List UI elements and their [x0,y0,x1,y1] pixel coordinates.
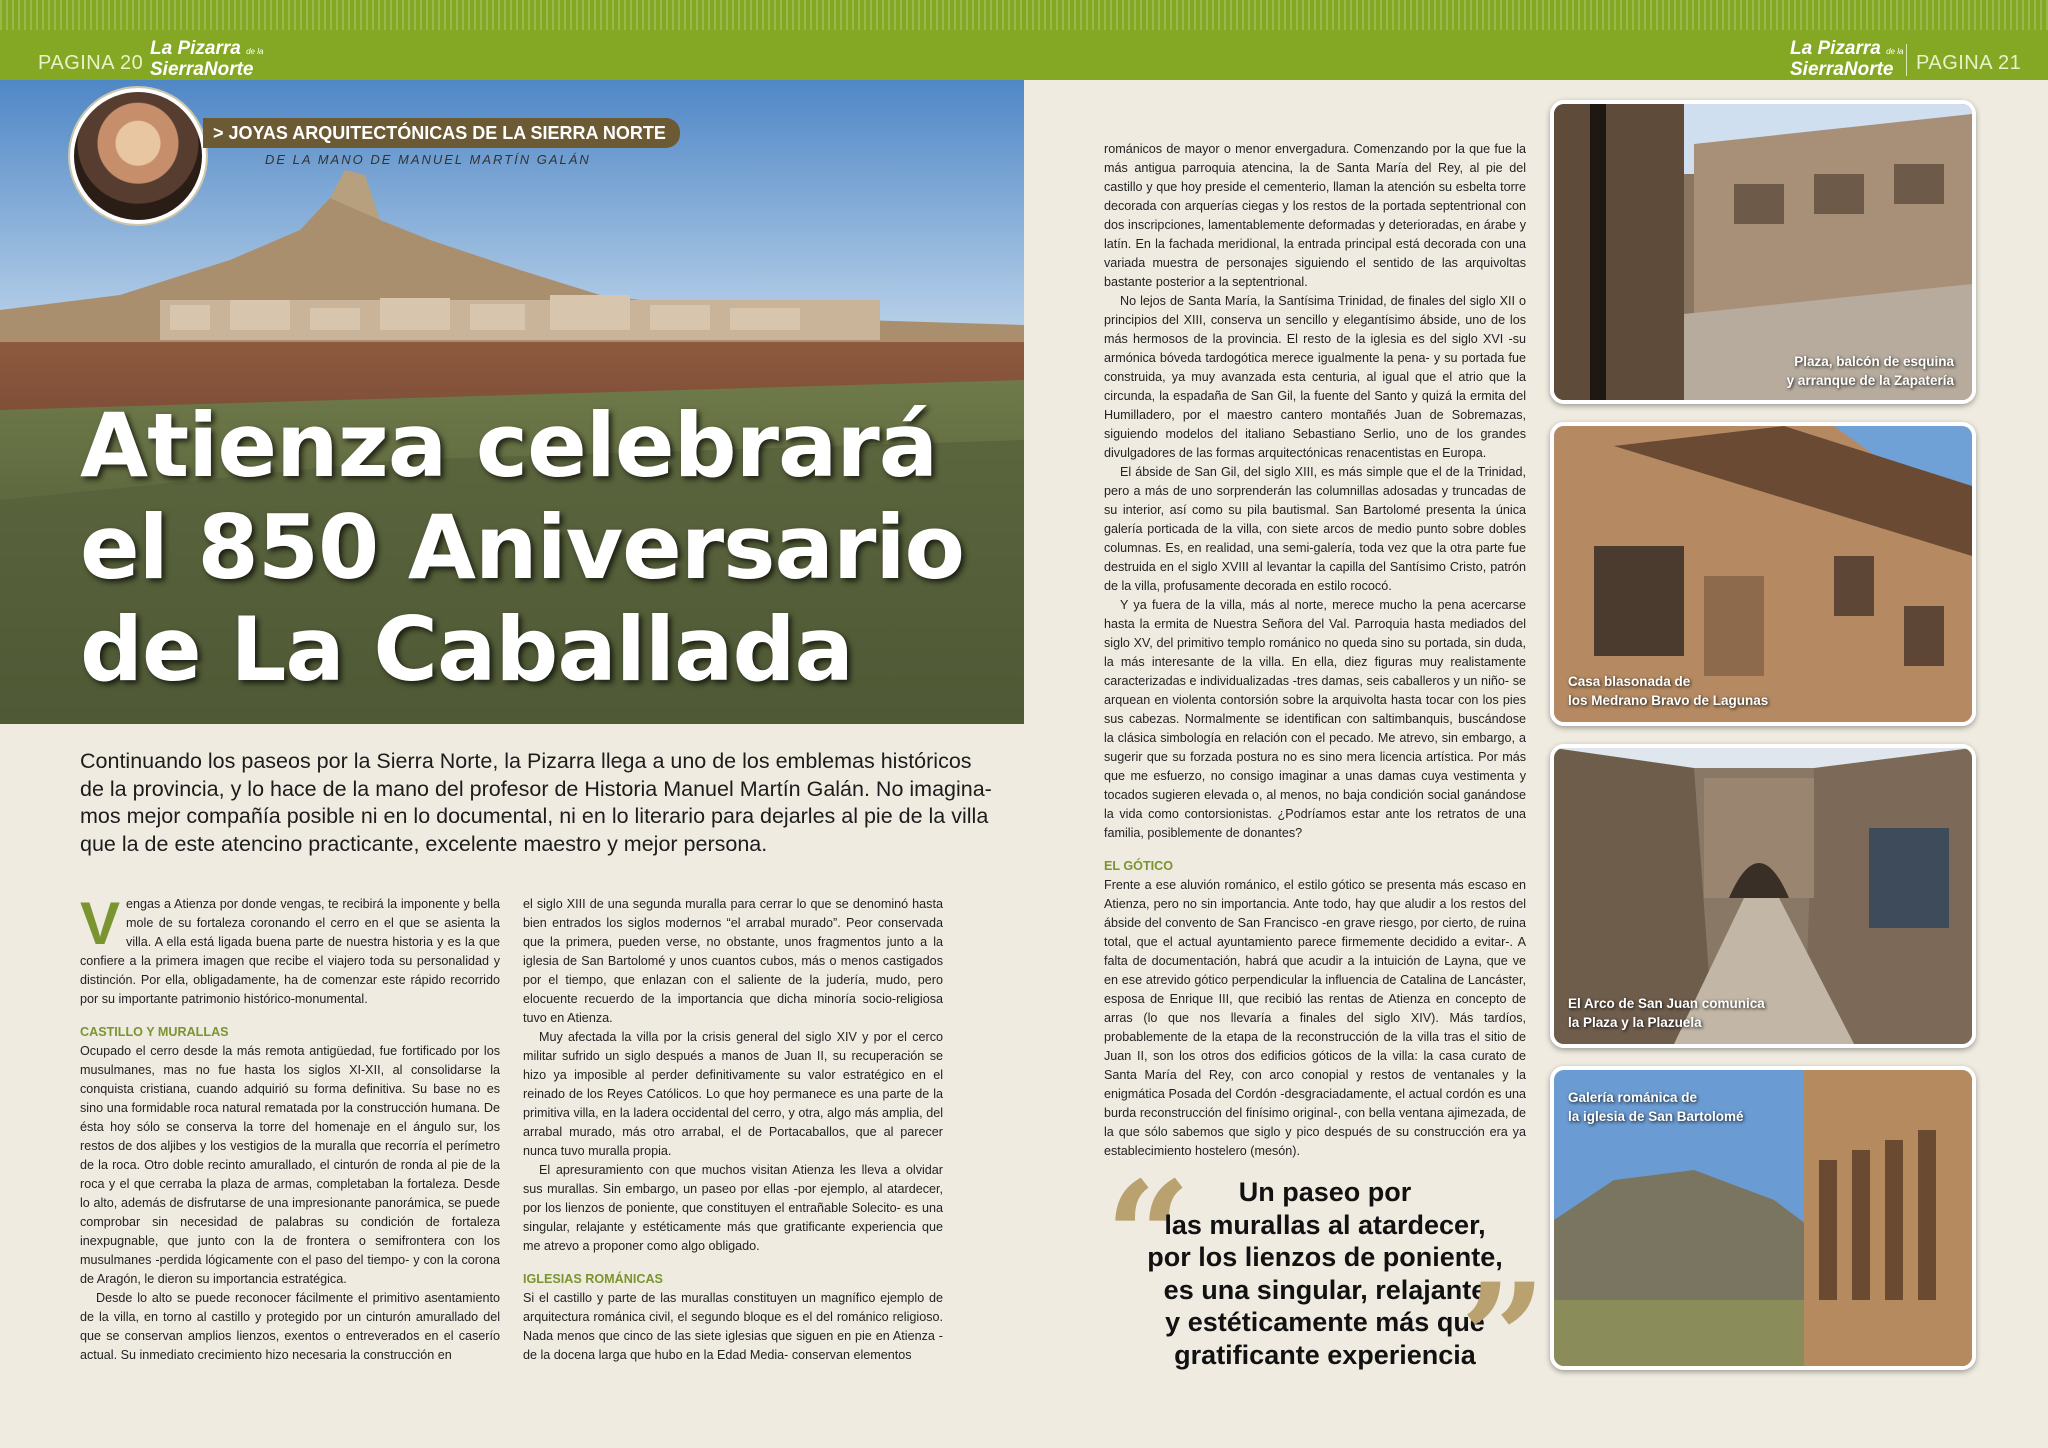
author-avatar [70,88,206,224]
caption-arco-san-juan: El Arco de San Juan comunica la Plaza y la Plazuela [1568,996,1765,1030]
lead-paragraph: Continuando los paseos por la Sierra Norte, la Pizarra llega a uno de los emblemas históricos de la provincia, y lo hace de la mano del profesor de Historia Manuel Martín Galán. No imagina- mos mejor compañía posible ni en lo documental, ni en lo literario para dejarles al pie de la villa que la de este atencino practicante, excelente maestro y mejor persona. [80,749,992,856]
photo-plaza [1550,100,1976,404]
article-column-3: románicos de mayor o menor envergadura. Comenzando por la que fue la más antigua parroquia atencina, la de Santa María del Rey, al pie del castillo y que hoy preside el cementerio, llaman la atención su esbelta torre decorada con arquerías ciegas y los restos de la portada septentrional con dos inscripciones, lamentablemente deformadas y deterioradas, en árabe y latín. En la fachada meridional, la entrada principal está decorada con una variada muestra de personajes siguiendo el sentido de las arquivoltas bastante posterior a la septentrional. No lejos de Santa María, la Santísima Trinidad, de finales del siglo XII o principios del XIII, conserva un sencillo y elegantísimo ábside, uno de los más hermosos de la provincia. El resto de la iglesia es del siglo XVI -su armónica bóveda tardogótica merece igualmente la pena- y su portada fue construida, ya muy avanzada esta centuria, al igual que el atrio que la circunda, la espadaña de San Gil, la fuente del Santo y quizá la ermita del Humilladero, por el maestro cantero montañés Juan de Sobremazas, siguiendo modelos del italiano Sebastiano Serlio, uno de los grandes divulgadores de las formas arquitectónicas renacentistas en Europa. El ábside de San Gil, del siglo XIII, es más simple que el de la Trinidad, pero a más de uno sorprenderán las columnillas adosadas y truncadas de su interior, así como su pila bautismal. San Bartolomé presenta la única galería porticada de la villa, con siete arcos de medio punto sobre dobles columnas. Es, en realidad, una semi-galería, toda vez que la otra parte fue destruida en el siglo XVIII al levantar la capilla del Santísimo Cristo, patrón de la villa, profusamente decorada en estilo rococó. Y ya fuera de la villa, más al norte, merece mucho la pena acercarse hasta la ermita de Nuestra Señora del Val. Parroquia hasta mediados del siglo XV, del primitivo templo románico no queda sino su portada, sin duda, la más interesante de la villa. En ella, diez figuras muy realistamente caracterizadas e individualizadas -tres damas, seis caballeros y un niño- se arquean en violenta contorsión sobre la arquivolta hasta tocar con los pies sus cabezas. Normalmente se identifican con saltimbanquis, buscándose la clásica simbología en relación con el pecado. Me atrevo, sin embargo, a sugerir que su forzada postura no es sino mera licencia artística. Por más que me esfuerzo, no consigo imaginar a unas damas cuya vestimenta y tocados sugieren elevada o, al menos, no baja condición social ganándose la vida como contorsionistas. ¿Podríamos estar ante los retratos de una familia, posiblemente de donantes? EL GÓTICO Frente a ese aluvión románico, el estilo gótico se presenta más escaso en Atienza, pero no sin importancia. Ante todo, hay que aludir a los restos del ábside del convento de San Francisco -en grave riesgo, por cierto, de ruina total, que el actual ayuntamiento parece firmemente decidido a evitar-. A falta de documentación, habrá que acudir a la intuición de Layna, que ve en ese atrevido gótico perpendicular la influencia de Catalina de Lancáster, esposa de Enrique III, que recibió las rentas de Atienza en concepto de arras (lo que nos llevaría a finales del siglo XIV). Más tardíos, probablemente de la etapa de la reconstrucción de la villa tras el sitio de Juan II, son los otros dos edificios góticos de la villa: la casa curato de Santa María del Rey, con arco conopial y restos de ventanales y la enigmática Posada del Cordón -desgraciadamente, el actual cordón es una burda reconstrucción del finísimo original-, con bella ventana ajimezada, de la que sólo sabemos que siglo y pico después de su construcción era ya establecimiento hostelero (mesón). [1104,142,1526,1158]
section-kicker: > JOYAS ARQUITECTÓNICAS DE LA SIERRA NORTE [203,118,680,148]
photo-galeria-romanica [1550,1066,1976,1370]
subhead-castillo: CASTILLO Y MURALLAS [80,1025,229,1039]
caption-galeria-romanica: Galería románica de la iglesia de San Bartolomé [1568,1090,1744,1124]
caption-casa-blasonada: Casa blasonada de los Medrano Bravo de Lagunas [1568,674,1769,708]
headline: Atienza celebrará el 850 Aniversario de La Caballada [80,394,964,701]
caption-plaza: Plaza, balcón de esquina y arranque de la Zapatería [1786,354,1954,388]
open-quote-mark: “ [1105,1149,1192,1325]
page-number-right: PAGINA 21 [1916,52,2022,74]
subhead-gotico: EL GÓTICO [1104,859,1174,873]
photo-arco-san-juan [1550,744,1976,1048]
drop-cap: V [80,890,121,957]
author-byline: DE LA MANO DE MANUEL MARTÍN GALÁN [265,152,591,167]
photo-casa-blasonada [1550,422,1976,726]
close-quote-mark: ” [1460,1251,1547,1427]
header-divider [1906,44,1907,76]
page-number-left: PAGINA 20 [38,52,144,74]
brand-logo-right: La Pizarra de la SierraNorte [1790,38,1904,80]
subhead-iglesias: IGLESIAS ROMÁNICAS [523,1272,663,1286]
brand-logo-left: La Pizarra de la SierraNorte [150,38,264,80]
top-bar [0,0,2048,80]
article-column-2: el siglo XIII de una segunda muralla para cerrar lo que se denominó hasta bien entrados los siglos modernos “el arrabal murado”. Peor conservada que la primera, pueden verse, no obstante, unos fragmentos junto a la iglesia de San Bartolomé y unos cuantos cubos, más o menos castigados por el tiempo, que enlazan con el saliente de la judería, mudo, pero elocuente recuerdo de la importancia que dicha minoría socio-religiosa tuvo en Atienza. Muy afectada la villa por la crisis general del siglo XIV y por el cerco militar sufrido un siglo después a manos de Juan II, su recuperación se hizo ya imposible al perder definitivamente su valor estratégico en el reinado de los Reyes Católicos. Lo que hoy permanece es una parte de la primitiva villa, en la ladera occidental del cerro, y otra, algo más amplia, del arrabal murado, más otro arrabal, el de Portacaballos, que al parecer nunca tuvo muralla propia. El apresuramiento con que muchos visitan Atienza les lleva a olvidar sus murallas. Sin embargo, un paseo por ellas -por ejemplo, al atardecer, por los lienzos de poniente, que constituyen el entrañable Solecito- es una singular, relajante y estéticamente más que gratificante experiencia que me atrevo a proponer como algo obligado. IGLESIAS ROMÁNICAS Si el castillo y parte de las murallas constituyen un magnífico ejemplo de arquitectura románica civil, el segundo bloque es el del románico religioso. Nada menos que cinco de las siete iglesias que siguen en pie en Atienza -de la docena larga que hubo en la Edad Media- conservan elementos [523,897,943,1362]
article-column-1: Vengas a Atienza por donde vengas, te recibirá la imponente y bella mole de su fortaleza coronando el cerro en el que se asienta la villa. A ella está ligada buena parte de nuestra historia y es la que confiere a la primera imagen que recibe el viajero toda su personalidad y distinción. Por ella, obligadamente, ha de comenzar este rápido recorrido por su importante patrimonio histórico-monumental. CASTILLO Y MURALLAS Ocupado el cerro desde la más remota antigüedad, fue fortificado por los musulmanes, mas no fue hasta los siglos XI-XII, al consolidarse la conquista cristiana, cuando adquirió su forma definitiva. Su base no es sino una formidable roca natural rematada por la construcción humana. De ésta hoy sólo se conserva la torre del homenaje en el ángulo sur, los restos de dos aljibes y los vestigios de la muralla que recorría el perímetro de la roca. Otro doble recinto amurallado, el cinturón de ronda al pie de la roca y el que cerraba la plaza de armas, completaban la fortaleza. Desde lo alto, además de disfrutarse de una impresionante panorámica, se puede comprobar sin necesidad de palabras su condición de fortaleza inexpugnable, que junto con la de frontera o semifrontera con los musulmanes -perdida lógicamente con el paso del tiempo- y con la corona de Aragón, le dieron su importancia estratégica. Desde lo alto se puede reconocer fácilmente el primitivo asentamiento de la villa, en torno al castillo y protegido por un cinturón amurallado del que se conservan amplios lienzos, exentos o entreverados en el caserío actual. Su inmediato crecimiento hizo necesaria la construcción en [80,890,500,1362]
